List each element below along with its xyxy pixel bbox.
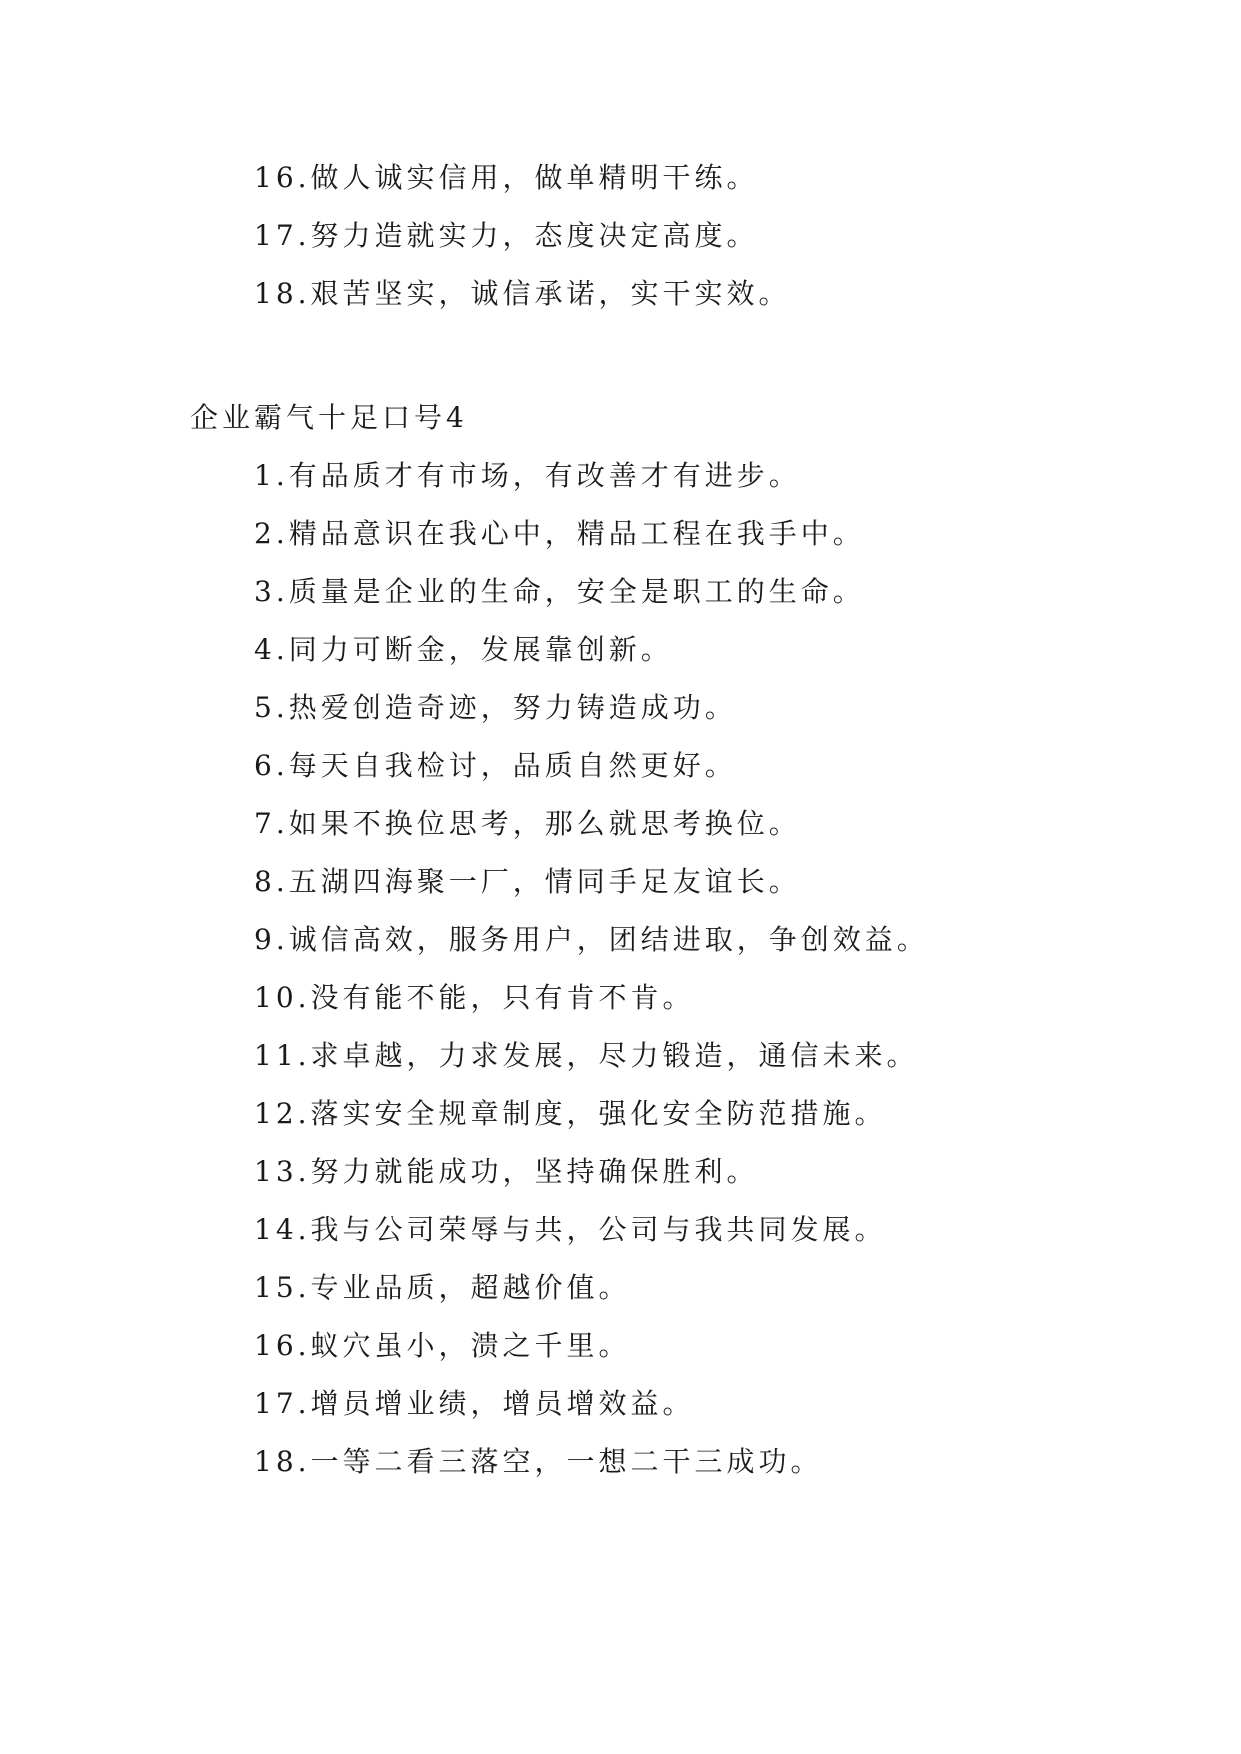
- list-item: 10.没有能不能，只有肯不肯。: [254, 981, 695, 1014]
- list-item: 5.热爱创造奇迹，努力铸造成功。: [254, 691, 737, 724]
- slogan-list-continued: [254, 158, 791, 332]
- list-item: 13.努力就能成功，坚持确保胜利。: [254, 1155, 759, 1188]
- list-item: 9.诚信高效，服务用户，团结进取，争创效益。: [254, 923, 929, 956]
- list-item: 2.精品意识在我心中，精品工程在我手中。: [254, 517, 865, 550]
- list-item: 18.一等二看三落空，一想二干三成功。: [254, 1445, 823, 1478]
- list-item: 12.落实安全规章制度，强化安全防范措施。: [254, 1097, 887, 1130]
- list-item: 8.五湖四海聚一厂，情同手足友谊长。: [254, 865, 801, 898]
- list-item: 4.同力可断金，发展靠创新。: [254, 633, 673, 666]
- slogan-list: [254, 456, 929, 1500]
- list-item: 6.每天自我检讨，品质自然更好。: [254, 749, 737, 782]
- list-item: 18.艰苦坚实，诚信承诺，实干实效。: [254, 277, 791, 310]
- list-item: 16.做人诚实信用，做单精明干练。: [254, 161, 759, 194]
- list-item: 11.求卓越，力求发展，尽力锻造，通信未来。: [254, 1039, 919, 1072]
- list-item: 14.我与公司荣辱与共，公司与我共同发展。: [254, 1213, 887, 1246]
- list-item: 15.专业品质，超越价值。: [254, 1271, 631, 1304]
- list-item: 17.增员增业绩，增员增效益。: [254, 1387, 695, 1420]
- list-item: 17.努力造就实力，态度决定高度。: [254, 219, 759, 252]
- section-heading: 企业霸气十足口号4: [190, 401, 468, 434]
- list-item: 3.质量是企业的生命，安全是职工的生命。: [254, 575, 865, 608]
- list-item: 1.有品质才有市场，有改善才有进步。: [254, 459, 801, 492]
- list-item: 7.如果不换位思考，那么就思考换位。: [254, 807, 801, 840]
- list-item: 16.蚁穴虽小，溃之千里。: [254, 1329, 631, 1362]
